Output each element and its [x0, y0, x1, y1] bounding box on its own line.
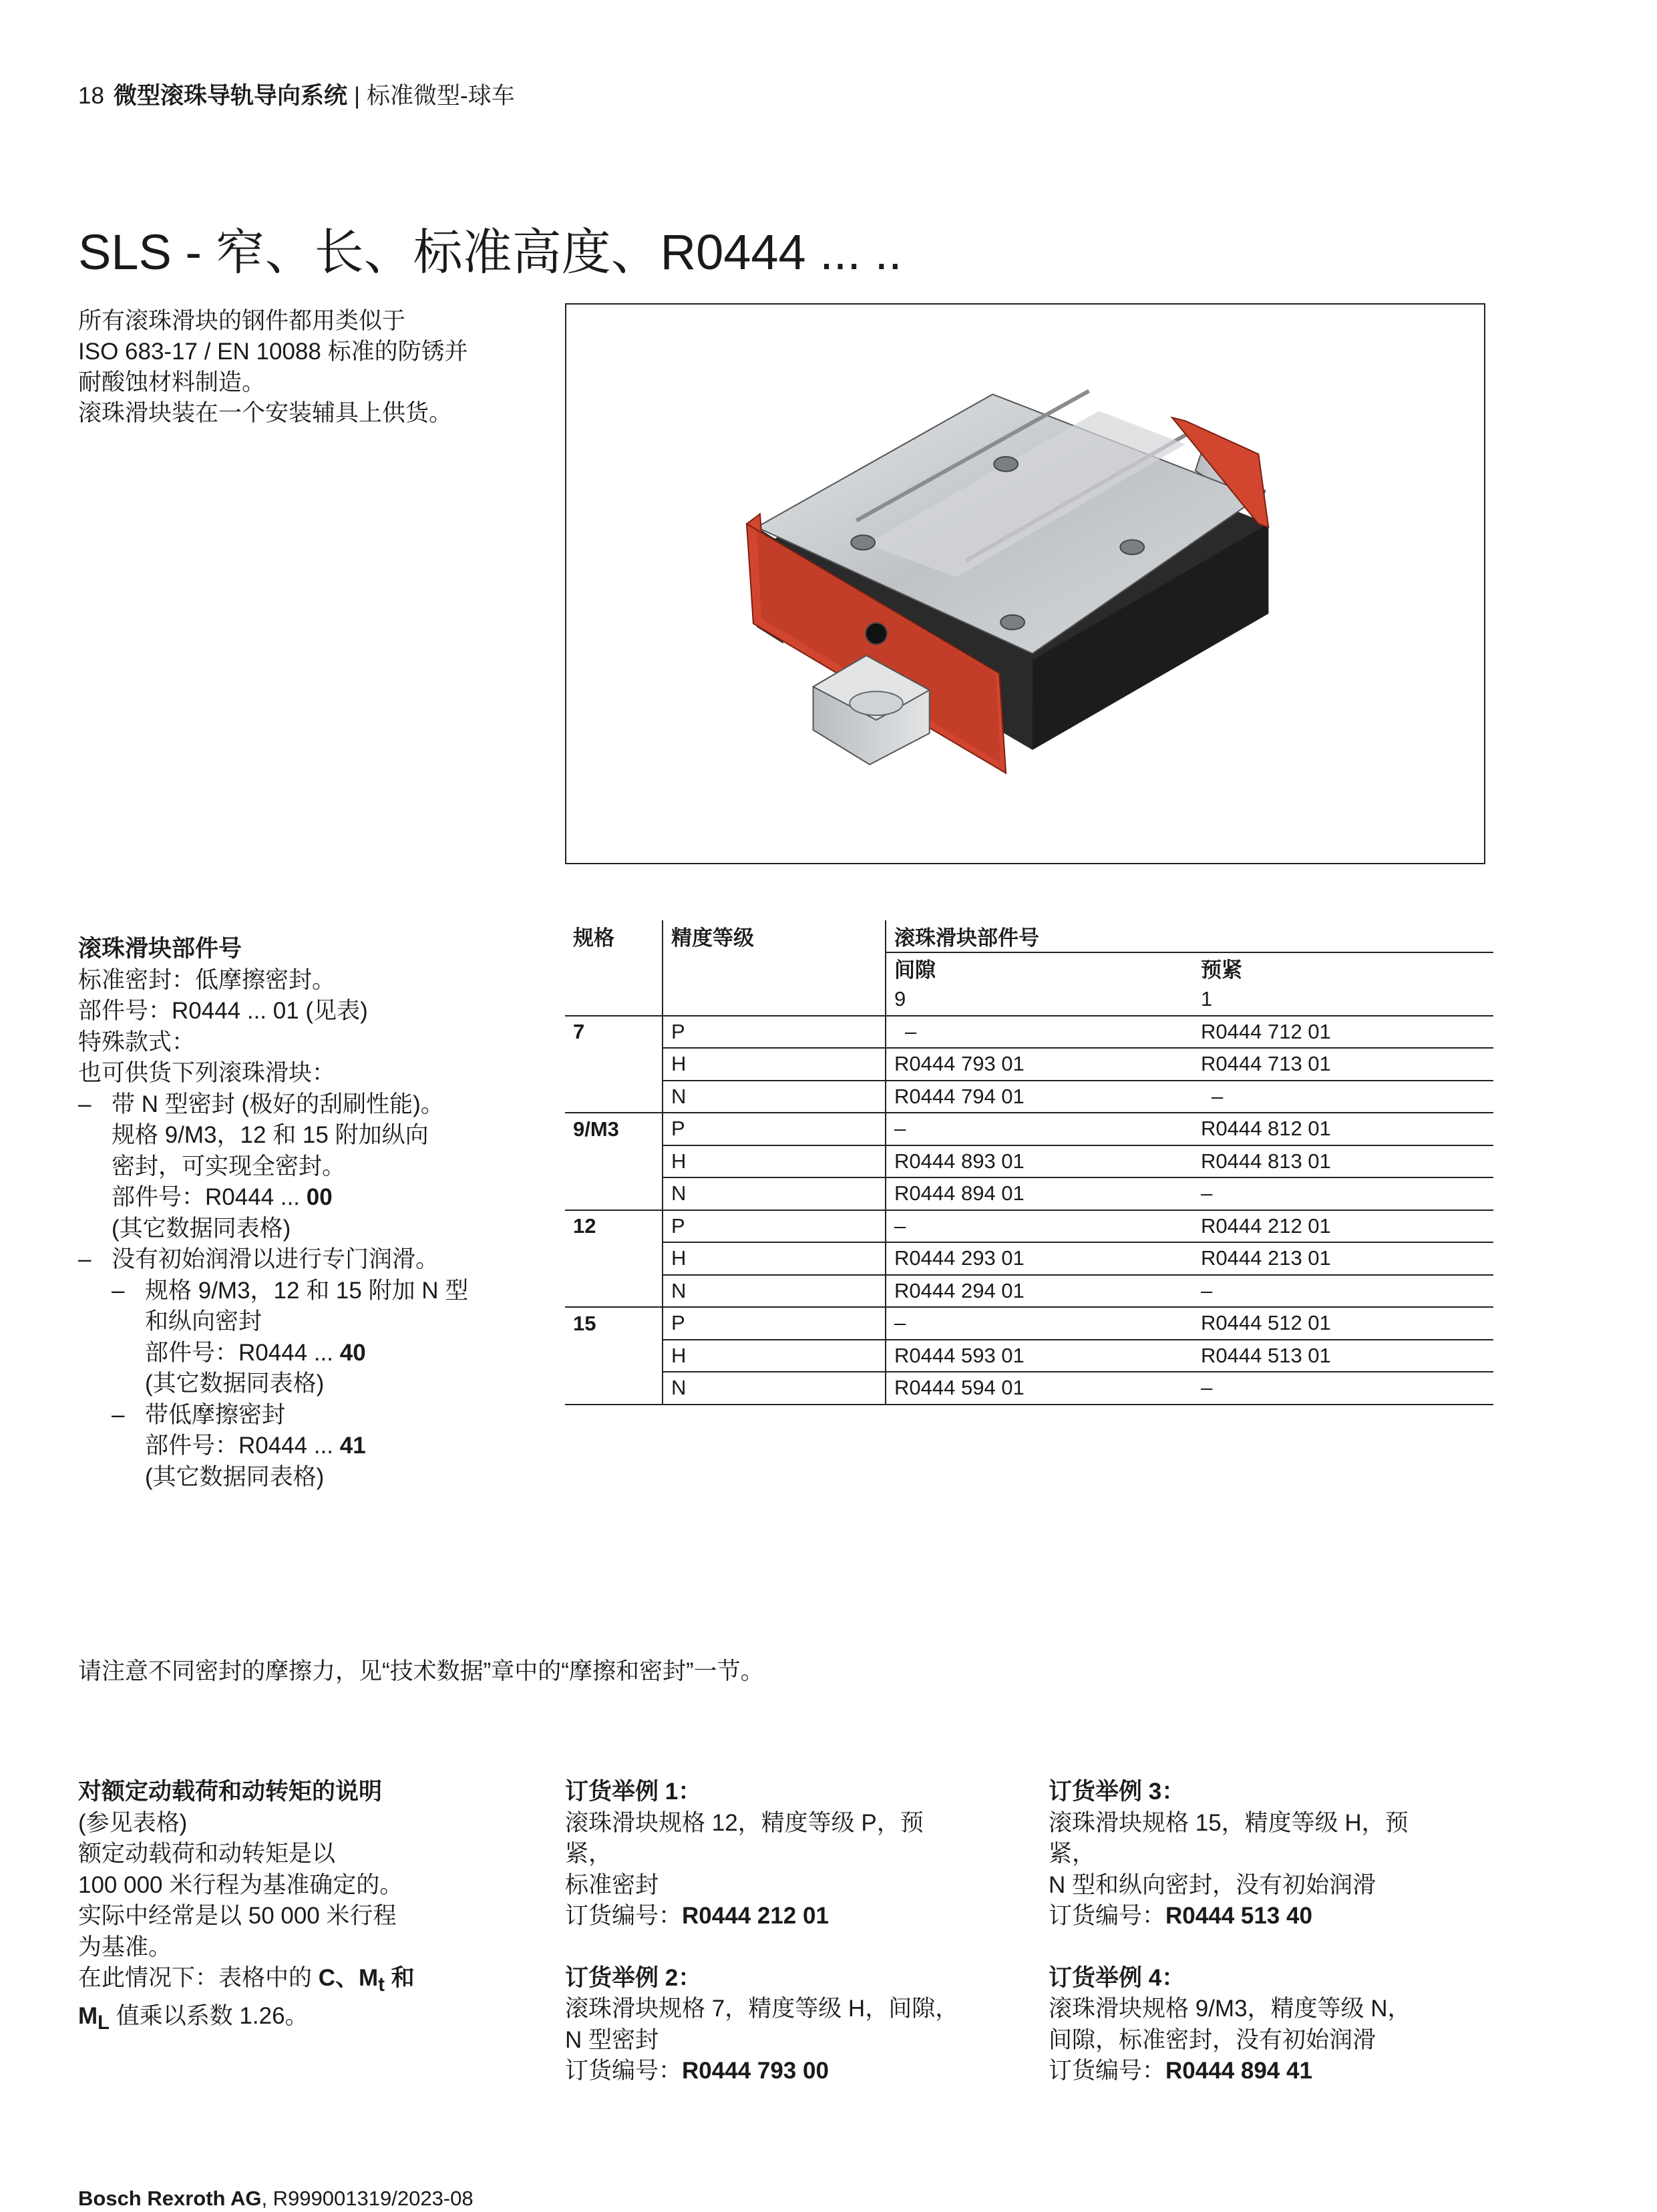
part-suffix: 00	[306, 1184, 333, 1210]
load-note-line: 100 000 米行程为基准确定的。	[78, 1871, 403, 1898]
example-line: 滚珠滑块规格 12，精度等级 P，预	[565, 1809, 924, 1836]
bullet-line: 和纵向密封	[145, 1308, 262, 1334]
load-note-line: (参见表格)	[78, 1809, 188, 1836]
example-line: N 型和纵向密封，没有初始润滑	[1049, 1871, 1376, 1898]
preload-part-cell: –	[1193, 1372, 1493, 1405]
size-cell: 12	[565, 1210, 663, 1243]
example-heading: 订货举例 2：	[565, 1964, 702, 1991]
size-cell: 9/M3	[565, 1113, 663, 1145]
order-example-1	[565, 1777, 1026, 1932]
order-label: 订货编号：	[565, 1903, 683, 1929]
symbol-mt: M	[359, 1965, 379, 1991]
grade-cell: H	[663, 1048, 886, 1081]
bullet-line	[78, 1182, 559, 1214]
example-heading: 订货举例 3：	[1049, 1779, 1185, 1805]
bullet-line	[78, 1431, 559, 1462]
header-preload: 预紧	[1193, 952, 1493, 984]
part-number-table	[565, 920, 1493, 1405]
bullet-line	[78, 1338, 559, 1369]
clearance-part-cell: R0444 893 01	[886, 1145, 1193, 1178]
clearance-part-cell: R0444 894 01	[886, 1177, 1193, 1210]
bullet-line: 带 N 型密封 (极好的刮刷性能)。	[112, 1091, 444, 1117]
subscript-t: t	[378, 1974, 385, 1996]
table-row	[565, 1372, 1493, 1405]
header-preload-code: 1	[1193, 984, 1493, 1016]
order-example-2	[565, 1963, 1026, 2087]
sub-bullet-item	[78, 1400, 559, 1493]
size-cell	[565, 1340, 663, 1372]
text: 在此情况下：表格中的	[78, 1965, 319, 1991]
spacer	[565, 1932, 1026, 1963]
size-cell	[565, 1372, 663, 1405]
company-name: Bosch Rexroth AG	[78, 2187, 262, 2210]
header-clearance: 间隙	[886, 952, 1193, 984]
example-line: 标准密封	[565, 1871, 659, 1898]
preload-part-cell: R0444 813 01	[1193, 1145, 1493, 1178]
header-empty	[663, 984, 886, 1016]
header-size: 规格	[573, 926, 614, 950]
ball-carriage-product-image	[566, 305, 1484, 863]
document-number: , R999001319/2023-08	[261, 2187, 474, 2210]
bullet-line: 规格 9/M3，12 和 15 附加纵向	[112, 1122, 429, 1148]
order-example-4	[1049, 1963, 1509, 2087]
examples-column-1	[565, 1777, 1026, 2087]
header-empty	[663, 952, 886, 984]
preload-part-cell: –	[1193, 1177, 1493, 1210]
special-versions-text: 特殊款式：	[78, 1029, 196, 1055]
header-clearance-code: 9	[886, 984, 1193, 1016]
header-empty	[565, 952, 663, 984]
bullet-line: 没有初始润滑以进行专门润滑。	[112, 1246, 439, 1272]
intro-line: 耐酸蚀材料制造。	[78, 369, 266, 395]
load-rating-note	[78, 1777, 539, 2038]
size-cell: 15	[565, 1307, 663, 1340]
clearance-part-cell: –	[886, 1210, 1193, 1243]
load-note-line	[78, 2001, 539, 2039]
table-row	[565, 1275, 1493, 1308]
sub-bullet-item	[78, 1276, 559, 1400]
example-order-line	[565, 1901, 1026, 1932]
example-order-line	[565, 2056, 1026, 2087]
bullet-dash: –	[112, 1401, 125, 1428]
page-title: SLS - 窄、长、标准高度、R0444 ... ..	[78, 224, 902, 280]
subscript-l: L	[98, 2012, 110, 2034]
clearance-part-cell: R0444 793 01	[886, 1048, 1193, 1081]
part-prefix: 部件号：R0444 ...	[112, 1184, 307, 1210]
table-row	[565, 1113, 1493, 1145]
clearance-part-cell: R0444 794 01	[886, 1081, 1193, 1113]
part-prefix: 部件号：R0444 ...	[145, 1433, 340, 1459]
text: 、	[335, 1965, 359, 1991]
header-empty	[565, 984, 663, 1016]
order-number: R0444 212 01	[682, 1903, 829, 1929]
bullet-line: 密封，可实现全密封。	[112, 1153, 346, 1179]
size-cell	[565, 1081, 663, 1113]
product-image-frame	[565, 303, 1485, 864]
bullet-dash: –	[112, 1277, 125, 1304]
part-number-heading: 滚珠滑块部件号	[78, 936, 242, 962]
text: 值乘以系数 1.26。	[109, 2002, 309, 2029]
clearance-part-cell: –	[886, 1307, 1193, 1340]
size-cell	[565, 1242, 663, 1275]
table-row	[565, 1340, 1493, 1372]
example-heading: 订货举例 4：	[1049, 1964, 1185, 1991]
page-footer	[78, 2185, 474, 2212]
intro-line: 滚珠滑块装在一个安装辅具上供货。	[78, 400, 453, 426]
table-row	[565, 1016, 1493, 1049]
order-number: R0444 793 00	[682, 2058, 829, 2084]
bullet-line: (其它数据同表格)	[145, 1463, 325, 1490]
page-header	[78, 79, 515, 114]
load-note-line	[78, 1963, 539, 2001]
preload-part-cell: R0444 812 01	[1193, 1113, 1493, 1145]
preload-part-cell: –	[1193, 1275, 1493, 1308]
preload-part-cell: R0444 513 01	[1193, 1340, 1493, 1372]
grade-cell: N	[663, 1275, 886, 1308]
table-row	[565, 1081, 1493, 1113]
grade-cell: P	[663, 1016, 886, 1049]
example-line: 滚珠滑块规格 7，精度等级 H，间隙，	[565, 1996, 959, 2022]
grade-cell: N	[663, 1081, 886, 1113]
bullet-item	[78, 1244, 559, 1493]
example-line: 滚珠滑块规格 15，精度等级 H，预	[1049, 1809, 1409, 1836]
bullet-item	[78, 1089, 559, 1245]
grade-cell: H	[663, 1340, 886, 1372]
part-suffix: 40	[339, 1339, 366, 1366]
bullet-dash: –	[78, 1091, 91, 1117]
grade-cell: P	[663, 1210, 886, 1243]
load-note-heading: 对额定动载荷和动转矩的说明	[78, 1779, 383, 1805]
size-cell	[565, 1048, 663, 1081]
preload-part-cell: –	[1193, 1081, 1493, 1113]
friction-note: 请注意不同密封的摩擦力，见“技术数据”章中的“摩擦和密封”一节。	[78, 1658, 764, 1684]
preload-part-cell: R0444 212 01	[1193, 1210, 1493, 1243]
preload-part-cell: R0444 213 01	[1193, 1242, 1493, 1275]
table-row	[565, 1242, 1493, 1275]
also-available-text: 也可供货下列滚珠滑块：	[78, 1060, 336, 1086]
page-number: 18	[78, 83, 104, 109]
subsection-title: 标准微型-球车	[367, 83, 515, 109]
intro-line: 所有滚珠滑块的钢件都用类似于	[78, 308, 406, 334]
text: 和	[384, 1965, 415, 1991]
example-line: N 型密封	[565, 2026, 659, 2053]
grade-cell: N	[663, 1177, 886, 1210]
size-cell	[565, 1275, 663, 1308]
example-order-line	[1049, 2056, 1509, 2087]
part-number-section	[78, 934, 559, 1493]
clearance-part-cell: R0444 594 01	[886, 1372, 1193, 1405]
header-part-number: 滚珠滑块部件号	[886, 920, 1493, 952]
grade-cell: N	[663, 1372, 886, 1405]
intro-text	[78, 306, 546, 429]
part-prefix: 部件号：R0444 ...	[145, 1339, 340, 1366]
size-cell	[565, 1145, 663, 1178]
order-number: R0444 513 40	[1165, 1903, 1312, 1929]
spacer	[1049, 1932, 1509, 1963]
header-grade: 精度等级	[663, 920, 886, 952]
order-label: 订货编号：	[1049, 2058, 1166, 2084]
intro-line: ISO 683-17 / EN 10088 标准的防锈并	[78, 339, 468, 365]
clearance-part-cell: –	[886, 1016, 1193, 1049]
bullet-line: 带低摩擦密封	[145, 1401, 286, 1428]
example-line: 滚珠滑块规格 9/M3，精度等级 N，	[1049, 1996, 1411, 2022]
part-suffix: 41	[339, 1433, 366, 1459]
symbol-c: C	[318, 1965, 336, 1991]
table-row	[565, 1048, 1493, 1081]
example-line: 间隙，标准密封，没有初始润滑	[1049, 2026, 1376, 2053]
symbol-ml: M	[78, 2002, 98, 2029]
order-example-3	[1049, 1777, 1509, 1932]
header-separator: |	[353, 83, 361, 109]
order-label: 订货编号：	[1049, 1903, 1166, 1929]
example-line: 紧，	[1049, 1841, 1096, 1867]
load-note-line: 实际中经常是以 50 000 米行程	[78, 1903, 397, 1929]
clearance-part-cell: R0444 293 01	[886, 1242, 1193, 1275]
order-number: R0444 894 41	[1165, 2058, 1312, 2084]
grade-cell: P	[663, 1307, 886, 1340]
load-note-line: 额定动载荷和动转矩是以	[78, 1841, 336, 1867]
example-line: 紧，	[565, 1841, 612, 1867]
size-cell	[565, 1177, 663, 1210]
table-row	[565, 1210, 1493, 1243]
size-cell: 7	[573, 1020, 585, 1044]
grade-cell: P	[663, 1113, 886, 1145]
bullet-line: (其它数据同表格)	[145, 1370, 325, 1397]
example-order-line	[1049, 1901, 1509, 1932]
clearance-part-cell: R0444 593 01	[886, 1340, 1193, 1372]
section-title: 微型滚珠导轨导向系统	[113, 83, 347, 109]
table-row	[565, 1177, 1493, 1210]
standard-seal-text: 标准密封：低摩擦密封。	[78, 966, 336, 993]
preload-part-cell: R0444 512 01	[1193, 1307, 1493, 1340]
preload-part-cell: R0444 713 01	[1193, 1048, 1493, 1081]
table-row	[565, 1307, 1493, 1340]
grade-cell: H	[663, 1242, 886, 1275]
order-label: 订货编号：	[565, 2058, 683, 2084]
bullet-dash: –	[78, 1246, 91, 1272]
part-number-text: 部件号：R0444 ... 01 (见表)	[78, 998, 368, 1024]
grade-cell: H	[663, 1145, 886, 1178]
table-row	[565, 1145, 1493, 1178]
example-heading: 订货举例 1：	[565, 1779, 702, 1805]
preload-part-cell: R0444 712 01	[1201, 1019, 1331, 1043]
bullet-line: (其它数据同表格)	[112, 1215, 291, 1242]
examples-column-2	[1049, 1777, 1509, 2087]
clearance-part-cell: –	[886, 1113, 1193, 1145]
clearance-part-cell: R0444 294 01	[886, 1275, 1193, 1308]
load-note-line: 为基准。	[78, 1933, 172, 1960]
bullet-line: 规格 9/M3，12 和 15 附加 N 型	[145, 1277, 469, 1304]
